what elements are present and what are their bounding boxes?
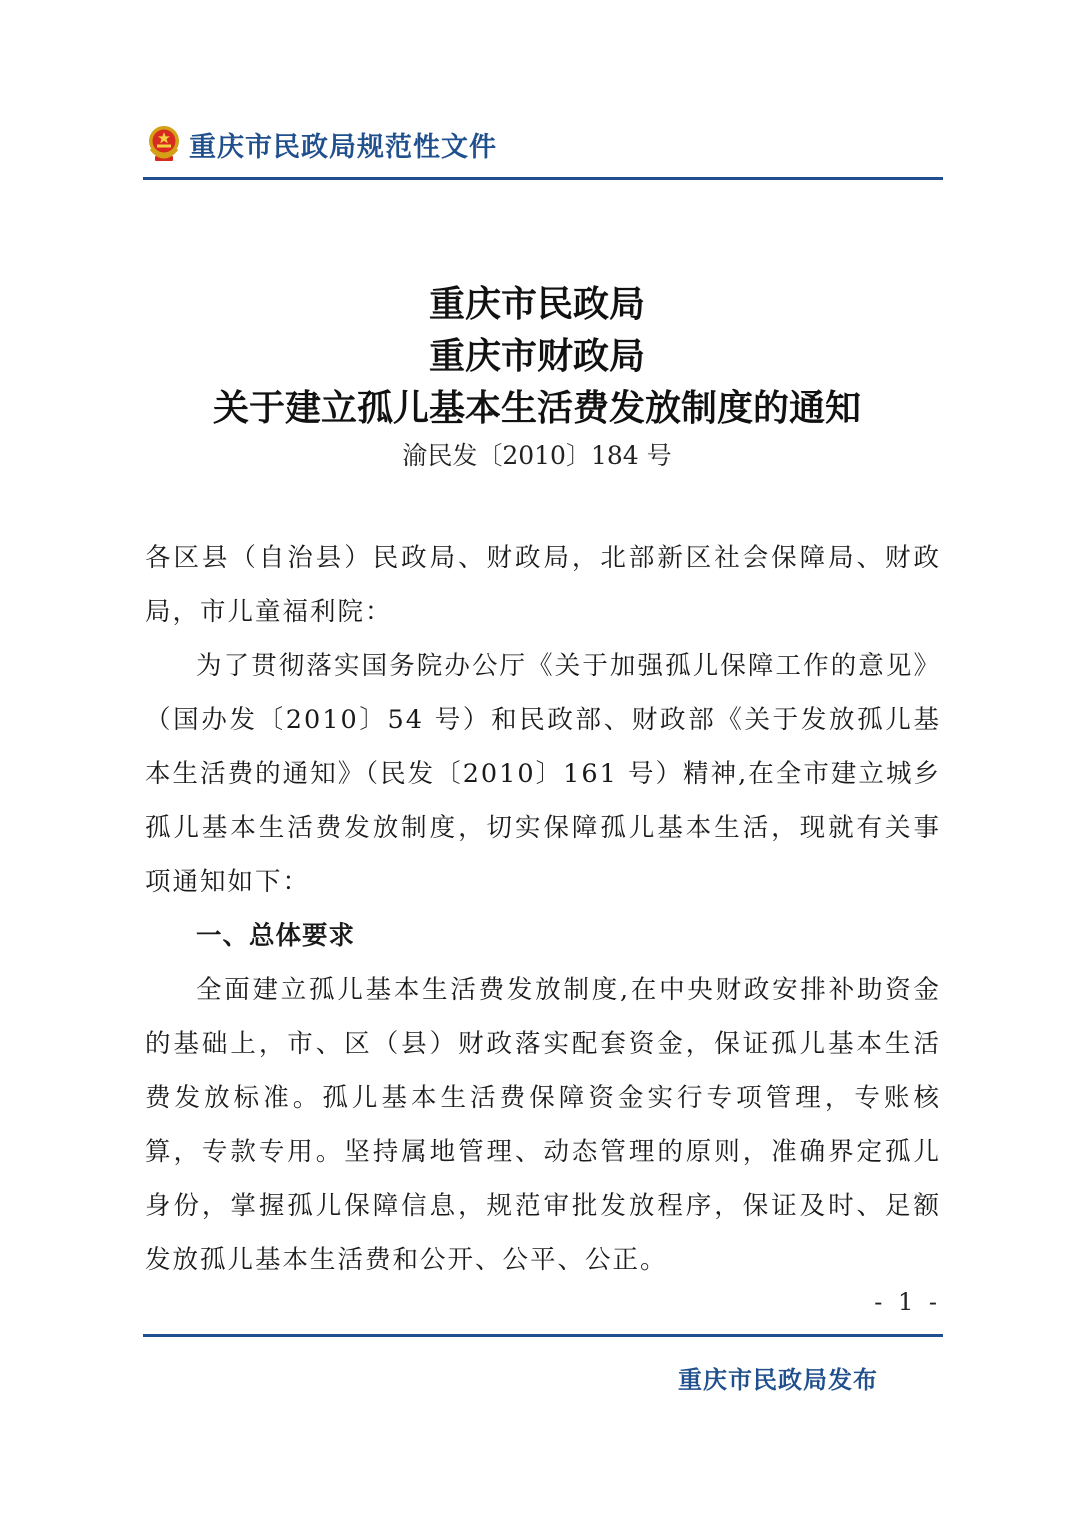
section-1-heading: 一、总体要求 [196,921,356,951]
page-number: - 1 - [874,1288,941,1316]
national-emblem-icon [147,125,181,163]
document-number: 渝民发〔2010〕184 号 [402,441,672,470]
document-title: 关于建立孤儿基本生活费发放制度的通知 [212,387,861,429]
footer-publisher: 重庆市民政局发布 [678,1366,878,1394]
footer-divider [143,1334,943,1337]
document-title-block [100,278,974,476]
document-body [145,531,941,1287]
header-divider [143,177,943,180]
issuer-line-2: 重庆市财政局 [428,335,645,377]
addressee-paragraph: 各区县（自治县）民政局、财政局，北部新区社会保障局、财政局，市儿童福利院： [145,543,941,627]
section-1-paragraph: 全面建立孤儿基本生活费发放制度,在中央财政安排补助资金的基础上，市、区（县）财政落实配套资金，保证孤儿基本生活费发放标准。孤儿基本生活费保障资金实行专项管理，专账核算，专款专用。坚持属地管理、动态管理的原则，准确界定孤儿身份，掌握孤儿保障信息，规范审批发放程序，保证及时、足额发放孤儿基本生活费和公开、公平、公正。 [145,975,941,1275]
header-title: 重庆市民政局规范性文件 [189,131,497,163]
intro-paragraph: 为了贯彻落实国务院办公厅《关于加强孤儿保障工作的意见》（国办发〔2010〕54 号）和民政部、财政部《关于发放孤儿基本生活费的通知》（民发〔2010〕161 号）精神,在全市建立城乡孤儿基本生活费发放制度，切实保障孤儿基本生活，现就有关事项通知如下： [145,651,941,897]
issuer-line-1: 重庆市民政局 [428,283,645,325]
page-header [147,120,943,168]
